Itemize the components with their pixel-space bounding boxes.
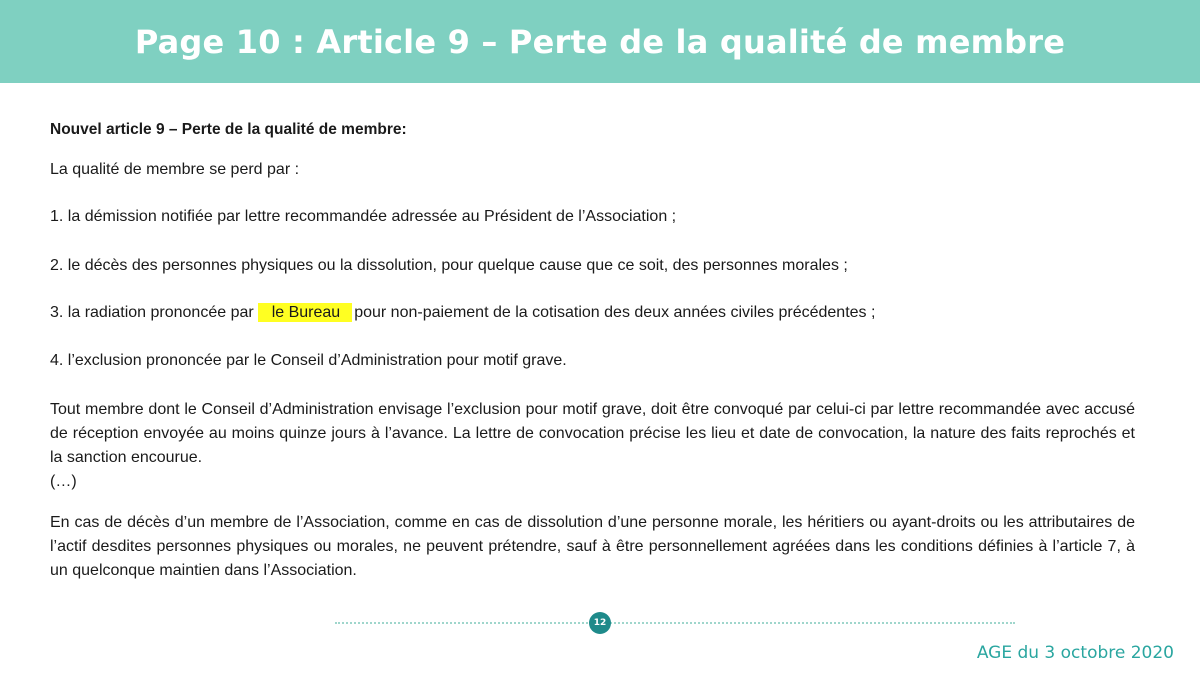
ellipsis-text: (…) — [50, 473, 77, 490]
intro-text: La qualité de membre se perd par : — [50, 161, 300, 178]
article-subtitle: Nouvel article 9 – Perte de la qualité de membre: — [50, 121, 407, 138]
footer-event-label: AGE du 3 octobre 2020 — [976, 643, 1174, 663]
highlighted-term: le Bureau — [258, 303, 353, 322]
list-item-2: 2. le décès des personnes physiques ou la dissolution, pour quelque cause que ce soit, des personnes morales ; — [50, 257, 848, 274]
paragraph-exclusion: Tout membre dont le Conseil d’Administration envisage l’exclusion pour motif grave, doit être convoqué par celui-ci par lettre recommandée avec accusé de réception envoyée au moins quinze jours à l’avance. La lettre de convocation précise les lieu et date de convocation, la nature des faits reprochés et la sanction encourue. — [50, 401, 1135, 466]
slide-header — [0, 0, 1200, 83]
list-item-4: 4. l’exclusion prononcée par le Conseil d’Administration pour motif grave. — [50, 352, 567, 369]
paragraph-deces: En cas de décès d’un membre de l’Association, comme en cas de dissolution d’une personne morale, les héritiers ou ayant-droits ou les attributaires de l’actif desdites personnes physiques ou morales, ne peuvent prétendre, sauf à être personnellement agréées dans les conditions définies à l’article 7, à un quelconque maintien dans l’Association. — [50, 514, 1135, 579]
list-item-3-before: 3. la radiation prononcée par — [50, 304, 254, 321]
list-item-3-after: pour non-paiement de la cotisation des deux années civiles précédentes ; — [354, 304, 876, 321]
list-item-3 — [50, 301, 1135, 325]
page-number-badge: 12 — [589, 612, 611, 634]
slide-title: Page 10 : Article 9 – Perte de la qualité de membre — [134, 22, 1066, 61]
footer-divider — [335, 622, 1015, 624]
list-item-1: 1. la démission notifiée par lettre recommandée adressée au Président de l’Association ; — [50, 208, 677, 225]
